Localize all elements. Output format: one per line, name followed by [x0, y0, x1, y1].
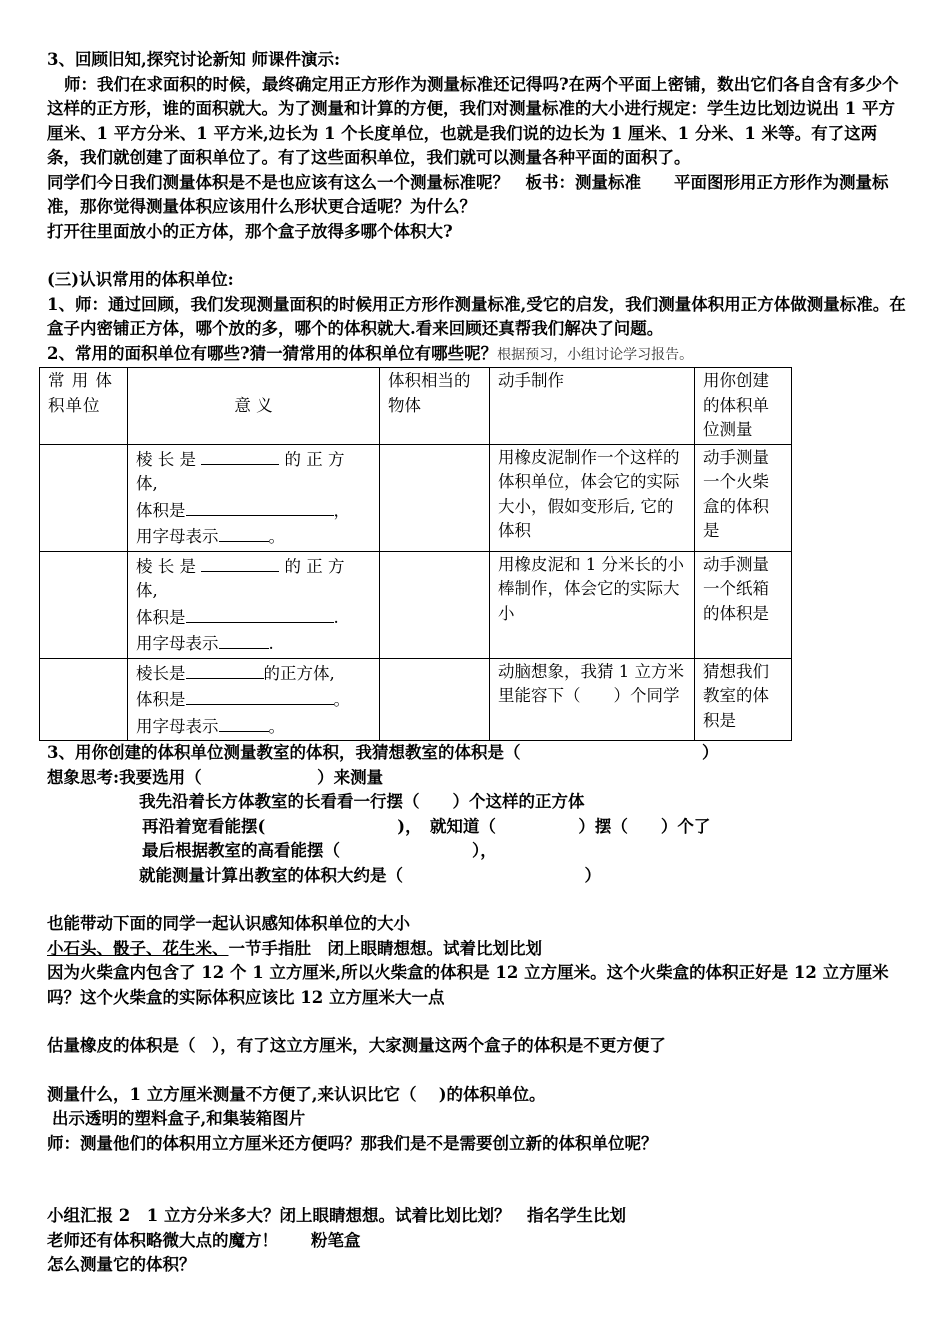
unit-cell[interactable] — [40, 444, 128, 551]
line-g: 师：测量他们的体积用立方厘米还方便吗？那我们是不是需要创立新的体积单位呢？ — [47, 1133, 658, 1153]
meaning-text: 体积是 — [136, 690, 186, 709]
object-cell[interactable] — [380, 551, 490, 658]
line-i: 老师还有体积略微大点的魔方！ 粉笔盒 — [47, 1230, 361, 1250]
blank-field[interactable] — [201, 446, 279, 465]
meaning-text: 棱长是 — [136, 663, 186, 683]
object-cell[interactable] — [380, 658, 490, 741]
line-d: 估量橡皮的体积是（ ），有了这立方厘米，大家测量这两个盒子的体积是不更方便了 — [47, 1036, 666, 1055]
measure-cell: 动手测量一个火柴盒的体积是 — [695, 444, 792, 551]
unit-cell[interactable] — [40, 658, 128, 741]
meaning-text: 用字母表示 — [136, 634, 219, 653]
meaning-text: ， — [333, 500, 350, 520]
header-measure: 用你创建的体积单位测量 — [695, 368, 792, 445]
meaning-text: 的 正 方 体, — [136, 556, 345, 600]
blank-field[interactable] — [219, 630, 269, 649]
table-row — [40, 658, 792, 741]
document-page — [47, 48, 909, 1278]
meaning-text: . — [333, 607, 339, 627]
blank-field[interactable] — [186, 686, 334, 705]
make-cell: 用橡皮泥和 1 分米长的小棒制作，体会它的实际大小 — [490, 551, 695, 658]
step-3: 最后根据教室的高看能摆（ ）， — [142, 841, 497, 860]
part3-heading: (三)认识常用的体积单位: — [47, 270, 234, 289]
measure-cell: 动手测量一个纸箱的体积是 — [695, 551, 792, 658]
meaning-text: 用字母表示 — [136, 716, 219, 736]
volume-units-table — [39, 367, 792, 741]
meaning-text: 棱 长 是 — [136, 449, 196, 469]
meaning-text: 。 — [333, 690, 350, 709]
meaning-text: 用字母表示 — [136, 527, 219, 546]
header-meaning: 意 义 — [128, 368, 380, 445]
paragraph-boxes: 打开往里面放小的正方体，那个盒子放得多哪个体积大? — [47, 221, 453, 241]
meaning-cell — [128, 444, 380, 551]
meaning-text: 的 正 方 体, — [136, 449, 345, 493]
blank-field[interactable] — [201, 553, 279, 572]
item-2-note: 根据预习，小组讨论学习报告。 — [497, 346, 694, 363]
step-4: 就能测量计算出教室的体积大约是（ ） — [139, 865, 601, 885]
step-1: 我先沿着长方体教室的长看看一行摆（ ）个这样的正方体 — [139, 792, 585, 811]
item-3: 3、用你创建的体积单位测量教室的体积，我猜想教室的体积是（ ） — [47, 743, 719, 762]
paragraph-volume-standard: 同学们今日我们测量体积是不是也应该有这么一个测量标准呢？ 板书：测量标准 平面图形用正方形作为测量标准，那你觉得测量体积应该用什么形状更合适呢？为什么？ — [47, 172, 889, 216]
measure-cell: 猜想我们教室的体积是 — [695, 658, 792, 741]
table-row — [40, 444, 792, 551]
blank-field[interactable] — [219, 523, 269, 542]
blank-field[interactable] — [186, 660, 264, 679]
table-header-row — [40, 368, 792, 445]
unit-cell[interactable] — [40, 551, 128, 658]
meaning-text: 棱 长 是 — [136, 556, 196, 576]
meaning-cell — [128, 551, 380, 658]
header-make: 动手制作 — [490, 368, 695, 445]
header-object: 体积相当的物体 — [380, 368, 490, 445]
line-f: 出示透明的塑料盒子,和集装箱图片 — [52, 1109, 306, 1128]
line-b-rest: 一节手指肚 闭上眼睛想想。试着比划比划 — [228, 938, 542, 958]
blank-field[interactable] — [186, 497, 334, 516]
header-unit: 常 用 体积单位 — [40, 368, 128, 445]
line-c: 因为火柴盒内包含了 12 个 1 立方厘米,所以火柴盒的体积是 12 立方厘米。这个火柴盒的体积正好是 12 立方厘米吗？这个火柴盒的实际体积应该比 12 立方厘米大一点 — [47, 963, 889, 1007]
line-h: 小组汇报 2 1 立方分米多大？闭上眼睛想想。试着比划比划？ 指名学生比划 — [47, 1206, 626, 1225]
line-b — [47, 937, 909, 962]
meaning-cell — [128, 658, 380, 741]
underlined-items: 小石头、骰子、花生米、 — [47, 938, 229, 958]
item-1: 1、师：通过回顾，我们发现测量面积的时候用正方形作测量标准,受它的启发，我们测量体积用正方体做测量标准。在盒子内密铺正方体，哪个放的多，哪个的体积就大.看来回顾还真帮我们解决了问题。 — [47, 294, 906, 338]
meaning-text: 的正方体, — [263, 663, 335, 683]
meaning-text: 。 — [268, 716, 285, 736]
meaning-text: . — [268, 634, 274, 653]
make-cell: 用橡皮泥制作一个这样的体积单位，体会它的实际大小，假如变形后, 它的体积 — [490, 444, 695, 551]
meaning-text: 体积是 — [136, 500, 186, 520]
make-cell: 动脑想象，我猜 1 立方米里能容下（ ）个同学 — [490, 658, 695, 741]
table-row — [40, 551, 792, 658]
meaning-text: 。 — [268, 527, 285, 546]
item-2 — [47, 342, 909, 368]
line-a: 也能带动下面的同学一起认识感知体积单位的大小 — [47, 914, 410, 933]
section3-heading: 3、回顾旧知,探究讨论新知 师课件演示: — [47, 50, 341, 69]
object-cell[interactable] — [380, 444, 490, 551]
line-j: 怎么测量它的体积？ — [47, 1255, 196, 1274]
paragraph-review: 师：我们在求面积的时候，最终确定用正方形作为测量标准还记得吗?在两个平面上密铺，数出它们各自含有多少个这样的正方形，谁的面积就大。为了测量和计算的方便，我们对测量标准的大小进行规定：学生边比划边说出 1 平方厘米、1 平方分米、1 平方米,边长为 1 个长度单位，也就是我们说的边长为 1 厘米、1 分米、1 米等。有了这两条，我们就创建了面积单位了。有了这些面积单位，我们就可以测量各种平面的面积了。 — [47, 74, 899, 167]
blank-field[interactable] — [186, 604, 334, 623]
step-2: 再沿着宽看能摆( )， 就知道（ ）摆（ ）个了 — [142, 816, 711, 836]
item-2-text: 2、常用的面积单位有哪些?猜一猜常用的体积单位有哪些呢？ — [47, 343, 498, 363]
meaning-text: 体积是 — [136, 607, 186, 627]
blank-field[interactable] — [219, 713, 269, 732]
imagine-line: 想象思考:我要选用（ ）来测量 — [47, 767, 384, 787]
line-e: 测量什么，1 立方厘米测量不方便了,来认识比它（ )的体积单位。 — [47, 1084, 546, 1104]
